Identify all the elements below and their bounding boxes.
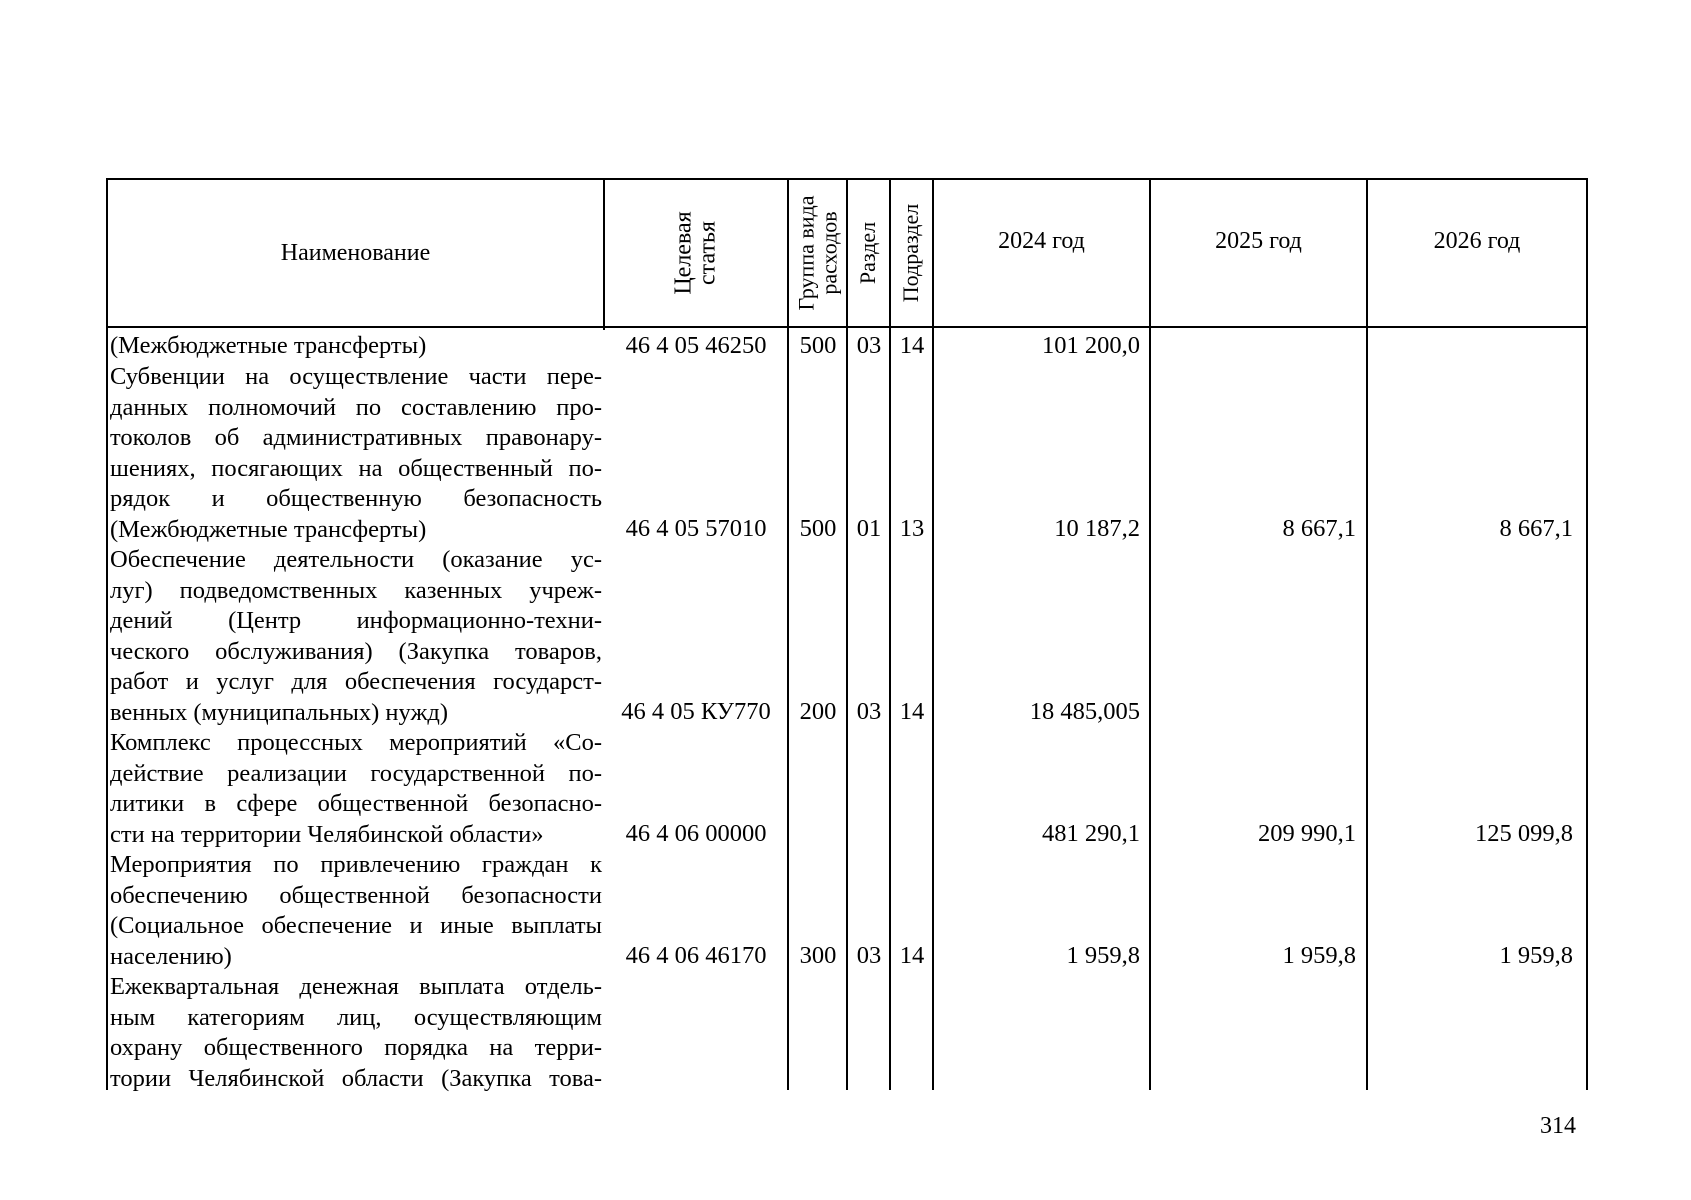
row-name-line: рядок и общественную безопасность [110, 485, 602, 512]
header-target-article [605, 178, 787, 328]
page-number: 314 [1540, 1113, 1576, 1139]
row-name-line: охрану общественного порядка на терри- [110, 1034, 602, 1061]
row-name-line: Ежеквартальная денежная выплата отдель- [110, 973, 602, 1000]
header-expense-group [789, 178, 846, 328]
row-code: 46 4 05 57010 [625, 515, 767, 542]
row-name-line: ным категориям лиц, осуществляющим [110, 1003, 602, 1031]
row-group: 500 [799, 515, 837, 542]
row-name-line: работ и услуг для обеспечения государст- [110, 668, 602, 695]
row-value-2025: 1 959,8 [1282, 942, 1356, 969]
column-divider-2025 [1366, 178, 1368, 1090]
header-expense-group-line1: Группа вида [793, 195, 819, 311]
column-divider-2024 [1149, 178, 1151, 1090]
row-code: 46 4 05 46250 [625, 332, 767, 359]
row-name-line: ческого обслуживания) (Закупка товаров, [110, 637, 602, 665]
header-year-2024: 2024 год [998, 228, 1085, 254]
header-subsection-label: Подраздел [898, 203, 924, 303]
row-name-line: тории Челябинской области (Закупка това- [110, 1064, 602, 1092]
header-expense-group-line2: расходов [816, 211, 842, 295]
row-value-2026: 8 667,1 [1499, 515, 1573, 542]
row-name-line: сти на территории Челябинской области» [110, 820, 544, 848]
row-code: 46 4 05 КУ770 [621, 698, 771, 725]
row-value-2026: 1 959,8 [1499, 942, 1573, 969]
row-name-line: (Социальное обеспечение и иные выплаты [110, 912, 602, 939]
row-section: 03 [856, 332, 882, 359]
row-name-line: луг) подведомственных казенных учреж- [110, 576, 602, 604]
row-value-2025: 209 990,1 [1258, 820, 1356, 847]
row-value-2024: 1 959,8 [1066, 942, 1140, 969]
header-year-2026: 2026 год [1433, 228, 1521, 254]
header-target-article-line1: Целевая [670, 211, 697, 295]
header-name: Наименование [280, 240, 431, 266]
row-name-line: токолов об административных правонару- [110, 424, 602, 451]
header-year-2025: 2025 год [1215, 228, 1302, 254]
header-section-label: Раздел [855, 221, 881, 285]
table-row [110, 362, 602, 545]
row-name-line: венных (муниципальных) нужд) [110, 698, 449, 726]
table-row [110, 331, 602, 362]
row-name-line: (Межбюджетные трансферты) [110, 515, 427, 543]
row-group: 200 [799, 698, 837, 725]
table-row [110, 545, 602, 728]
row-value-2024: 10 187,2 [1054, 515, 1140, 542]
column-divider-subsection [932, 178, 934, 1090]
table-row [110, 728, 602, 850]
row-name-line: действие реализации государственной по- [110, 759, 602, 787]
row-name-line: обеспечению общественной безопасности [110, 881, 602, 909]
row-name-line: литики в сфере общественной безопасно- [110, 790, 602, 817]
row-section: 03 [856, 942, 882, 969]
row-group: 300 [799, 942, 837, 969]
table-row [110, 850, 602, 972]
row-value-2024: 481 290,1 [1042, 820, 1140, 847]
row-section: 01 [856, 515, 882, 542]
row-name-line: дений (Центр информационно-техни- [110, 607, 602, 634]
row-subsection: 13 [899, 515, 925, 542]
row-name-line: Обеспечение деятельности (оказание ус- [110, 546, 602, 573]
row-subsection: 14 [899, 332, 925, 359]
row-name-line: (Межбюджетные трансферты) [110, 332, 427, 359]
row-section: 03 [856, 698, 882, 725]
row-code: 46 4 06 00000 [625, 820, 767, 847]
row-value-2026: 125 099,8 [1475, 820, 1573, 847]
row-value-2025: 8 667,1 [1282, 515, 1356, 542]
row-group: 500 [799, 332, 837, 359]
header-section [848, 178, 889, 328]
row-name-line: шениях, посягающих на общественный по- [110, 454, 602, 482]
row-code: 46 4 06 46170 [625, 942, 767, 969]
row-name-line: Комплекс процессных мероприятий «Со- [110, 729, 602, 756]
row-name-line: населению) [110, 942, 232, 970]
table-row [110, 972, 602, 1094]
row-subsection: 14 [899, 942, 925, 969]
header-target-article-line2: статья [694, 221, 721, 285]
row-value-2024: 101 200,0 [1042, 332, 1140, 359]
row-name-line: Субвенции на осуществление части пере- [110, 363, 602, 390]
row-subsection: 14 [899, 698, 925, 725]
header-subsection [891, 178, 932, 328]
row-name-line: Мероприятия по привлечению граждан к [110, 851, 602, 878]
table-border-right [1586, 178, 1588, 1090]
row-name-line: данных полномочий по составлению про- [110, 393, 602, 421]
row-value-2024: 18 485,005 [1029, 698, 1140, 725]
